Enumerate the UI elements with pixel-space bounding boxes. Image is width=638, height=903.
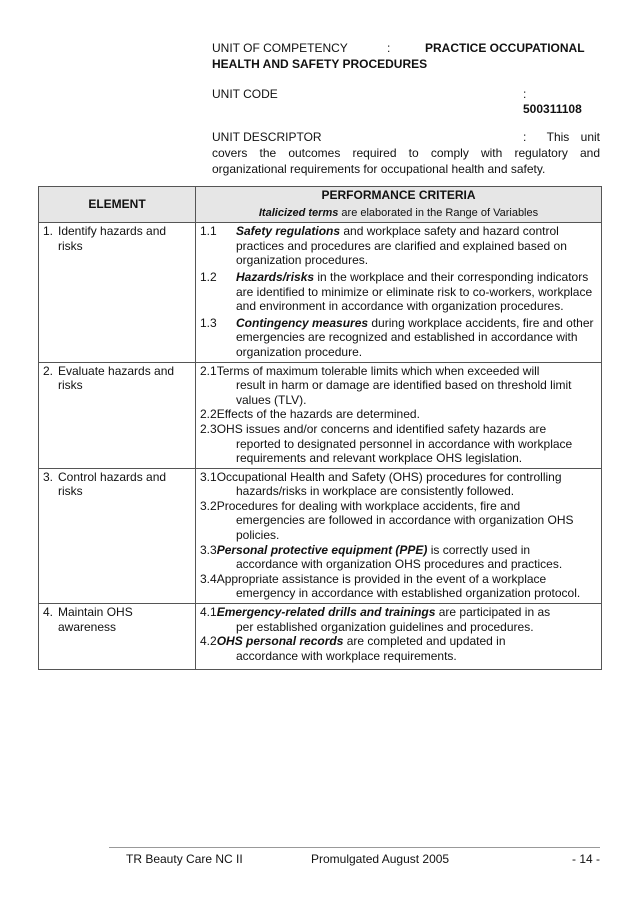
element-text: Control hazards and risks bbox=[58, 469, 167, 499]
element-cell: 4. Maintain OHS awareness bbox=[39, 604, 196, 670]
element-text: Evaluate hazards and risks bbox=[58, 363, 175, 393]
element-cell: 3. Control hazards and risks bbox=[39, 468, 196, 603]
competency-value-line2: HEALTH AND SAFETY PROCEDURES bbox=[212, 57, 428, 71]
criteria-cell bbox=[196, 223, 602, 362]
code-value: 500311108 bbox=[523, 102, 582, 116]
footer-page-number: - 14 - bbox=[571, 852, 600, 866]
competency-label: UNIT OF COMPETENCY bbox=[212, 41, 348, 55]
table-header-row bbox=[39, 187, 602, 223]
criterion-item: 3.1Occupational Health and Safety (OHS) procedures for controlling hazards/risks in workplace are consistently followed. bbox=[200, 469, 562, 499]
criterion-item: 1.1 Safety regulations and workplace safety and hazard control practices and procedures are clarified and explained based on organization procedures. bbox=[200, 224, 567, 268]
descriptor-line1-end: This unit bbox=[546, 130, 600, 144]
element-cell: 2. Evaluate hazards and risks bbox=[39, 362, 196, 468]
header-element: ELEMENT bbox=[39, 187, 196, 223]
criterion-item: 3.4Appropriate assistance is provided in the event of a workplace emergency in accordance with established organization protocol. bbox=[200, 571, 581, 601]
criterion-item: 4.1Emergency-related drills and trainings are participated in as per established organization guidelines and procedures. bbox=[200, 605, 551, 634]
criteria-cell bbox=[196, 362, 602, 468]
table-row bbox=[39, 223, 602, 362]
table-row bbox=[39, 604, 602, 670]
code-colon: : bbox=[523, 87, 527, 101]
code-label: UNIT CODE bbox=[212, 87, 278, 101]
footer-center: Promulgated August 2005 bbox=[311, 852, 450, 866]
criterion-item: 1.3 Contingency measures during workplace accidents, fire and other emergencies are recognized and established in accordance with organization procedure. bbox=[200, 315, 594, 359]
criterion-item: 2.1Terms of maximum tolerable limits which when exceeded will result in harm or damage are identified based on threshold limit values (TLV). bbox=[200, 363, 572, 407]
criterion-item: 1.2 Hazards/risks in the workplace and their corresponding indicators are identified to minimize or eliminate risk to co-workers, workplace and environment in accordance with organization procedures. bbox=[200, 269, 593, 314]
descriptor-label: UNIT DESCRIPTOR bbox=[212, 130, 322, 144]
header-pc-subtitle: Italicized terms are elaborated in the Range of Variables bbox=[258, 206, 539, 219]
element-text: Identify hazards and risks bbox=[58, 224, 167, 253]
criterion-item: 3.3Personal protective equipment (PPE) is correctly used in accordance with organization OHS procedures and practices. bbox=[200, 542, 563, 572]
competency-value-line1: PRACTICE OCCUPATIONAL bbox=[425, 41, 585, 55]
criterion-item: 2.2Effects of the hazards are determined. bbox=[200, 407, 420, 422]
header-performance-criteria: PERFORMANCE CRITERIA Italicized terms are elaborated in the Range of Variables bbox=[196, 187, 602, 223]
criteria-cell bbox=[196, 604, 602, 670]
descriptor-line2: covers the outcomes required to comply with regulatory and bbox=[212, 146, 600, 160]
table-row bbox=[39, 468, 602, 603]
element-cell: 1. Identify hazards and risks bbox=[39, 223, 196, 362]
criteria-cell bbox=[196, 468, 602, 603]
table-row bbox=[39, 362, 602, 468]
footer-left: TR Beauty Care NC II bbox=[126, 852, 243, 866]
competency-table bbox=[38, 186, 602, 670]
criterion-item: 3.2Procedures for dealing with workplace accidents, fire and emergencies are followed in accordance with organization OHS policies. bbox=[200, 498, 574, 543]
criterion-item: 2.3OHS issues and/or concerns and identified safety hazards are reported to designated personnel in accordance with workplace requirements and relevant workplace OHS legislation. bbox=[200, 421, 573, 466]
descriptor-line3: organizational requirements for occupational health and safety. bbox=[212, 162, 546, 176]
criterion-item: 4.2OHS personal records are completed and updated in accordance with workplace requirements. bbox=[200, 634, 506, 663]
descriptor-colon: : bbox=[523, 130, 527, 144]
competency-colon: : bbox=[387, 41, 391, 55]
element-text: Maintain OHS awareness bbox=[58, 605, 133, 634]
footer-divider bbox=[109, 847, 600, 848]
